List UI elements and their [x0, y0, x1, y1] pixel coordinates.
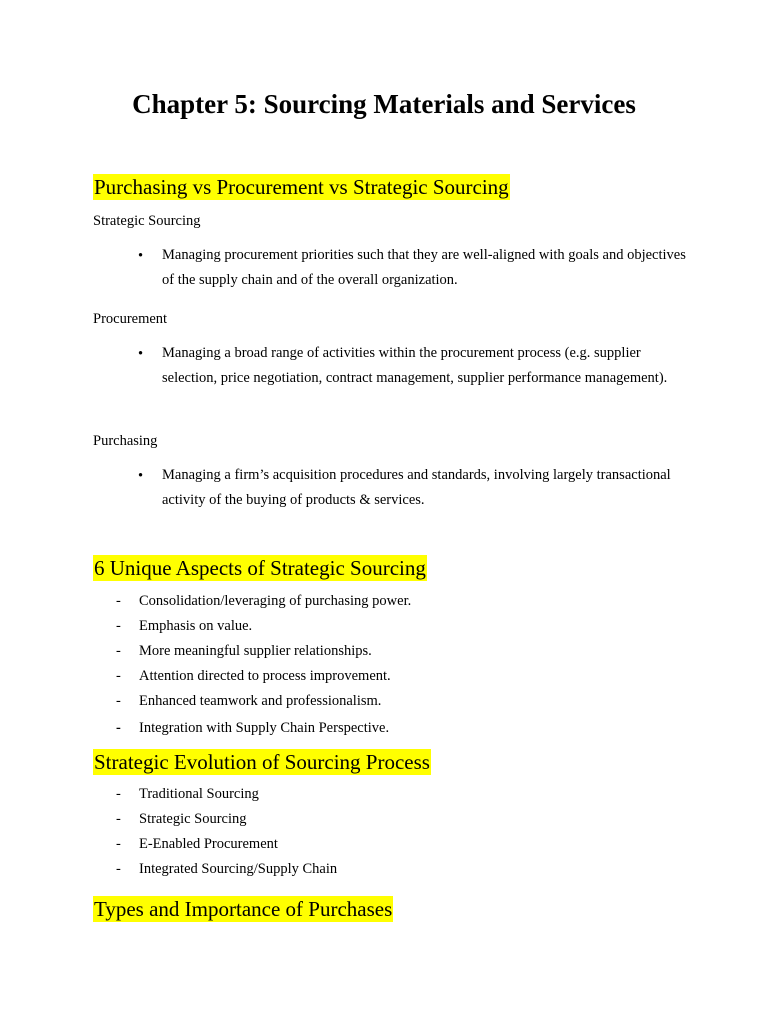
page-title: Chapter 5: Sourcing Materials and Services [132, 89, 636, 119]
section-heading-purchasing-vs-procurement: Purchasing vs Procurement vs Strategic Sourcing [94, 175, 509, 199]
dash-marker: - [116, 786, 121, 802]
bullet-marker: • [138, 468, 144, 484]
dash-marker: - [116, 720, 121, 736]
list-item: Integrated Sourcing/Supply Chain [139, 861, 338, 877]
bullet-marker: • [138, 346, 144, 362]
list-item: Attention directed to process improvement. [139, 668, 391, 684]
list-item: Enhanced teamwork and professionalism. [139, 693, 382, 709]
dash-marker: - [116, 593, 121, 609]
list-item: Emphasis on value. [139, 618, 253, 634]
list-item: E-Enabled Procurement [139, 836, 278, 852]
section-heading-types-of-purchases: Types and Importance of Purchases [94, 897, 393, 921]
term-label-purchasing: Purchasing [93, 433, 158, 449]
term-label-procurement: Procurement [93, 311, 168, 327]
term-label-strategic-sourcing: Strategic Sourcing [93, 213, 201, 229]
definition-procurement: Managing a broad range of activities within the procurement process (e.g. supplier selection, price negotiation, contract management, supplier performance management). [162, 345, 668, 386]
dash-marker: - [116, 643, 121, 659]
dash-marker: - [116, 618, 121, 634]
list-item: Integration with Supply Chain Perspective. [139, 720, 390, 736]
dash-marker: - [116, 668, 121, 684]
bullet-marker: • [138, 248, 144, 264]
list-item: More meaningful supplier relationships. [139, 643, 372, 659]
definition-purchasing: Managing a firm’s acquisition procedures and standards, involving largely transactional activity of the buying of products & services. [162, 467, 671, 508]
dash-marker: - [116, 861, 121, 877]
dash-marker: - [116, 811, 121, 827]
section-heading-unique-aspects: 6 Unique Aspects of Strategic Sourcing [94, 556, 426, 580]
dash-marker: - [116, 693, 121, 709]
definition-strategic-sourcing: Managing procurement priorities such that they are well-aligned with goals and objectives of the supply chain and of the overall organization. [162, 247, 686, 288]
dash-marker: - [116, 836, 121, 852]
list-item: Consolidation/leveraging of purchasing power. [139, 593, 412, 609]
list-item: Strategic Sourcing [139, 811, 247, 827]
list-item: Traditional Sourcing [139, 786, 259, 802]
section-heading-strategic-evolution: Strategic Evolution of Sourcing Process [94, 750, 430, 774]
